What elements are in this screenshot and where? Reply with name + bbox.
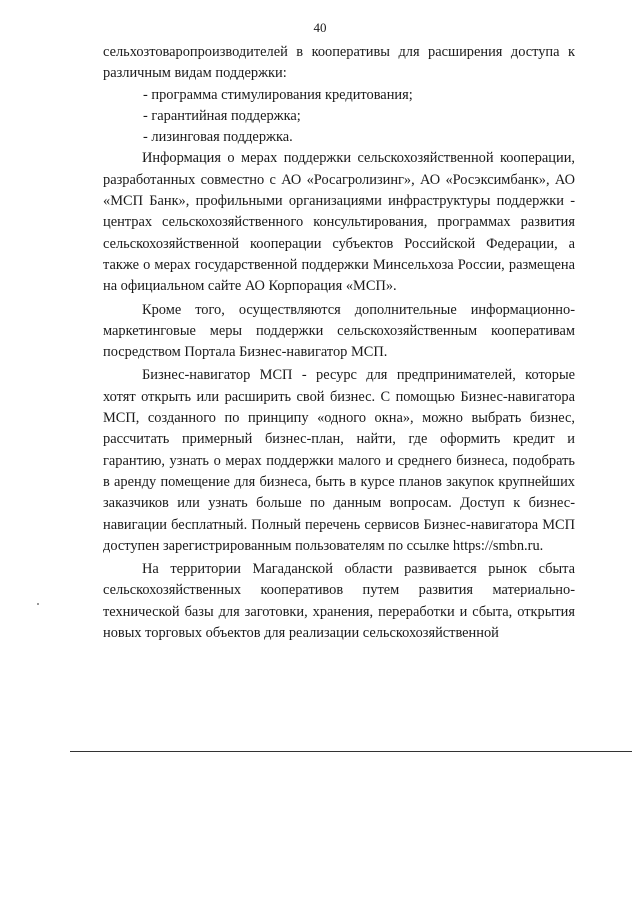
list-item-credit: - программа стимулирования кредитования; (143, 86, 413, 103)
paragraph-intro: сельхозтоваропроизводителей в кооперативы для расширения доступа к различным видам поддержки: (103, 44, 575, 82)
paragraph-marketing: Кроме того, осуществляются дополнительные информационно-маркетинговые меры поддержки сельскохозяйственным кооперативам посредством Портала Бизнес-навигатор МСП. (103, 301, 575, 361)
paragraph-support-info: Информация о мерах поддержки сельскохозяйственной кооперации, разработанных совместно с АО «Росагролизинг», АО «Росэксимбанк», АО «МСП Банк», профильными организациями инфраструктуры поддержки - центрах сельскохозяйственного консультирования, программах развития сельскохозяйственной кооперации субъектов Российской Федерации, а также о мерах государственной поддержки Минсельхоза России, размещена на официальном сайте АО Корпорация «МСП». (103, 150, 575, 295)
paragraph-business-navigator: Бизнес-навигатор МСП - ресурс для предпринимателей, которые хотят открыть или расширить свой бизнес. С помощью Бизнес-навигатора МСП, созданного по принципу «одного окна», можно выбрать бизнес, рассчитать примерный бизнес-план, найти, где оформить кредит и гарантию, узнать о мерах поддержки малого и среднего бизнеса, подобрать в аренду помещение для бизнеса, быть в курсе планов закупок крупнейших заказчиков или узнать больше по данным вопросам. Доступ к бизнес-навигации бесплатный. Полный перечень сервисов Бизнес-навигатора МСП доступен зарегистрированным пользователям по ссылке https://smbn.ru. (103, 367, 575, 554)
page-number: 40 (313, 20, 327, 35)
scan-speck (37, 603, 39, 605)
document-body (103, 42, 575, 644)
bottom-rule (70, 751, 632, 752)
list-item-leasing: - лизинговая поддержка. (143, 129, 293, 146)
list-item-guarantee: - гарантийная поддержка; (143, 107, 301, 124)
paragraph-magadan: На территории Магаданской области развивается рынок сбыта сельскохозяйственных кооперативов путем развития материально-технической базы для заготовки, хранения, переработки и сбыта, открытия новых торговых объектов для реализации сельскохозяйственной (103, 561, 575, 642)
